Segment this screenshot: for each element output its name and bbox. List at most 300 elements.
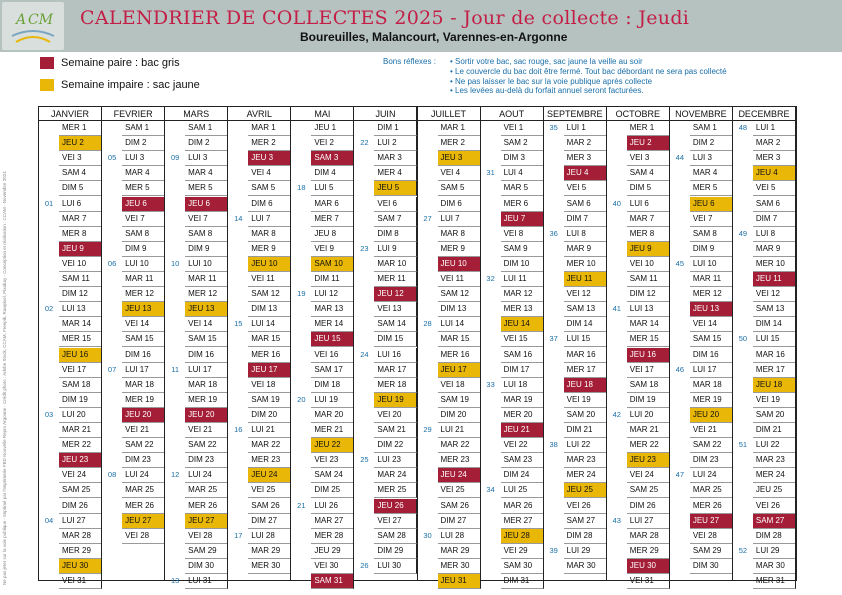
day-cell: LUI 24 [185,468,228,483]
day-cell: LUI 22 [564,438,607,453]
day-cell: SAM 30 [501,559,544,574]
day-cell: LUI 29 [564,544,607,559]
day-cell: MAR 4 [185,166,228,181]
day-cell: SAM 25 [627,483,670,498]
day-cell: JEU 27 [690,514,733,529]
day-cell: SAM 23 [501,453,544,468]
tip-item: • Le couvercle du bac doit être fermé. Tout bac débordant ne sera pas collecté [450,67,727,77]
calendar-grid [38,106,797,585]
day-cell: DIM 9 [122,242,165,257]
day-cell: VEI 27 [374,514,417,529]
day-cell: LUI 3 [690,151,733,166]
tip-item: • Ne pas laisser le bac sur la voie publique après collecte [450,77,727,87]
day-cell: MER 16 [248,348,291,363]
day-cell: JEU 19 [374,393,417,408]
day-cell: DIM 31 [501,574,544,589]
day-cell: JEU 7 [501,212,544,227]
day-cell: VEI 7 [185,212,228,227]
day-cell: DIM 2 [122,136,165,151]
week-number: 45 [675,258,684,268]
day-cell: DIM 30 [185,559,228,574]
day-cell: JEU 20 [122,408,165,423]
day-cell: LUI 24 [122,468,165,483]
day-cell: JEU 27 [122,514,165,529]
day-cell: LUI 15 [753,332,796,347]
day-cell: MAR 9 [564,242,607,257]
day-cell: SAM 1 [185,121,228,136]
day-cell: DIM 23 [185,453,228,468]
day-cell: JEU 24 [248,468,291,483]
week-number: 03 [44,409,54,419]
day-cell: MER 3 [753,151,796,166]
day-cell: MAR 13 [311,302,354,317]
day-cell: JEU 30 [627,559,670,574]
day-cell: DIM 28 [753,529,796,544]
day-cell: DIM 12 [627,287,670,302]
day-cell: VEI 26 [564,499,607,514]
day-cell: LUI 17 [690,363,733,378]
day-cell: LUI 17 [122,363,165,378]
day-cell: SAM 19 [248,393,291,408]
day-cell: LUI 1 [753,121,796,136]
day-cell: MAR 15 [248,332,291,347]
day-cell: MER 24 [753,468,796,483]
day-cell: DIM 4 [311,166,354,181]
day-cell: MAR 4 [122,166,165,181]
day-cell: VEI 19 [753,393,796,408]
day-cell: MAR 12 [501,287,544,302]
day-cell: MER 24 [564,468,607,483]
day-cell: JEU 1 [311,121,354,136]
day-cell: JEU 31 [438,574,481,589]
day-cell: SAM 27 [753,514,796,529]
day-cell: LUI 7 [438,212,481,227]
day-cell: JEU 22 [311,438,354,453]
day-cell: MAR 17 [374,363,417,378]
month-separator [669,107,670,580]
day-cell: LUI 31 [185,574,228,589]
day-cell: MER 1 [59,121,102,136]
day-cell: DIM 19 [59,393,102,408]
day-cell: SAM 5 [438,181,481,196]
day-cell: LUI 27 [59,514,102,529]
day-cell: MER 17 [564,363,607,378]
day-cell: JEU 15 [311,332,354,347]
day-cell: DIM 23 [690,453,733,468]
day-cell: JEU 27 [185,514,228,529]
day-cell: JEU 14 [501,317,544,332]
day-cell: DIM 5 [59,181,102,196]
month-header: FEVRIER [102,107,165,121]
day-cell: MER 16 [438,348,481,363]
day-cell: VEI 10 [59,257,102,272]
day-cell: LUI 3 [185,151,228,166]
day-cell: VEI 5 [753,181,796,196]
day-cell: MER 4 [374,166,417,181]
month-header: DECEMBRE [733,107,796,121]
day-cell: MAR 23 [753,453,796,468]
day-cell: VEI 4 [438,166,481,181]
day-cell: JEU 3 [248,151,291,166]
day-cell: SAM 20 [753,408,796,423]
week-number: 02 [44,304,54,314]
day-cell: LUI 30 [374,559,417,574]
day-cell: MER 5 [690,181,733,196]
day-cell: MAR 21 [59,423,102,438]
day-cell: MAR 26 [501,499,544,514]
week-number: 06 [107,258,117,268]
day-cell: SAM 19 [438,393,481,408]
day-cell: VEI 3 [627,151,670,166]
day-cell: MAR 14 [627,317,670,332]
day-cell: MER 9 [248,242,291,257]
day-cell: LUI 17 [185,363,228,378]
month-separator [795,107,796,580]
day-cell: SAM 16 [501,348,544,363]
day-cell: MER 12 [122,287,165,302]
day-cell: LUI 21 [438,423,481,438]
month-separator [353,107,354,580]
day-cell: JEU 2 [627,136,670,151]
day-cell: MER 9 [438,242,481,257]
day-cell: JEU 23 [627,453,670,468]
week-number: 07 [107,364,117,374]
week-number: 19 [297,289,306,299]
day-cell: VEI 12 [753,287,796,302]
day-cell: VEI 28 [690,529,733,544]
day-cell: VEI 7 [122,212,165,227]
day-cell: MER 10 [564,257,607,272]
day-cell: SAM 21 [374,423,417,438]
week-number: 51 [738,440,748,450]
day-cell: DIM 18 [311,378,354,393]
day-cell: DIM 11 [311,272,354,287]
day-cell: JEU 11 [564,272,607,287]
day-cell: JEU 6 [185,197,228,212]
week-number: 39 [549,545,558,555]
day-cell: SAM 14 [374,317,417,332]
day-cell: SAM 11 [627,272,670,287]
day-cell: DIM 25 [311,483,354,498]
legend-swatch-impair [40,79,54,91]
day-cell: DIM 2 [185,136,228,151]
day-cell: JEU 2 [59,136,102,151]
day-cell: JEU 20 [690,408,733,423]
svg-text:CM: CM [28,12,54,28]
day-cell: LUI 5 [311,181,354,196]
day-cell: LUI 25 [501,483,544,498]
day-cell: DIM 20 [438,408,481,423]
day-cell: VEI 20 [374,408,417,423]
day-cell: LUI 27 [627,514,670,529]
week-number: 30 [423,530,432,540]
day-cell: MAR 6 [311,197,354,212]
day-cell: MER 10 [753,257,796,272]
day-cell: VEI 30 [311,559,354,574]
tips-title: Bons réflexes : [383,57,436,66]
day-cell: VEI 11 [248,272,291,287]
day-cell: LUI 23 [374,453,417,468]
day-cell: VEI 14 [690,317,733,332]
day-cell: DIM 14 [753,317,796,332]
day-cell: DIM 9 [185,242,228,257]
month-header: JUIN [354,107,417,121]
day-cell: MAR 30 [564,559,607,574]
day-cell: LUI 18 [501,378,544,393]
day-cell: MER 8 [627,227,670,242]
day-cell: SAM 12 [248,287,291,302]
day-cell: SAM 28 [374,529,417,544]
legend-impair [40,79,200,91]
day-cell: DIM 20 [248,408,291,423]
day-cell: SAM 4 [627,166,670,181]
day-cell: LUI 10 [185,257,228,272]
day-cell: JEU 11 [753,272,796,287]
day-cell: MER 7 [311,212,354,227]
month-header: OCTOBRE [607,107,670,121]
day-cell: MER 13 [501,302,544,317]
day-cell: SAM 26 [248,499,291,514]
day-cell: MAR 16 [564,348,607,363]
day-cell: JEU 12 [374,287,417,302]
day-cell: SAM 15 [185,332,228,347]
day-cell: VEI 29 [501,544,544,559]
week-number: 17 [234,530,243,540]
month-header: NOVEMBRE [670,107,733,121]
day-cell: LUI 28 [438,529,481,544]
day-cell: LUI 20 [627,408,670,423]
day-cell: MAR 29 [248,544,291,559]
day-cell: VEI 12 [564,287,607,302]
month-separator [606,107,607,580]
day-cell: MAR 2 [753,136,796,151]
day-cell: DIM 13 [248,302,291,317]
day-cell: LUI 10 [122,257,165,272]
day-cell: MER 2 [438,136,481,151]
day-cell: MER 8 [59,227,102,242]
day-cell: JEU 23 [59,453,102,468]
day-cell: SAM 18 [59,378,102,393]
day-cell: JEU 28 [501,529,544,544]
day-cell: MAR 11 [690,272,733,287]
day-cell: MAR 18 [690,378,733,393]
day-cell: VEI 7 [690,212,733,227]
day-cell: MAR 18 [185,378,228,393]
day-cell: VEI 13 [374,302,417,317]
day-cell: JEU 18 [564,378,607,393]
week-number: 05 [107,153,117,163]
week-number: 09 [170,153,180,163]
day-cell: MER 26 [690,499,733,514]
day-cell: MAR 11 [122,272,165,287]
day-cell: MER 22 [627,438,670,453]
day-cell: SAM 20 [564,408,607,423]
day-cell: MER 21 [311,423,354,438]
day-cell: VEI 1 [501,121,544,136]
day-cell: SAM 22 [185,438,228,453]
day-cell: DIM 21 [753,423,796,438]
day-cell: VEI 15 [501,332,544,347]
day-cell: LUI 12 [311,287,354,302]
day-cell: MAR 23 [564,453,607,468]
day-cell: SAM 9 [501,242,544,257]
week-number: 26 [360,560,369,570]
day-cell: MAR 21 [627,423,670,438]
day-cell: MER 23 [438,453,481,468]
day-cell: SAM 13 [753,302,796,317]
week-number: 33 [486,379,495,389]
day-cell: SAM 6 [564,197,607,212]
day-cell: MAR 22 [248,438,291,453]
day-cell: MER 11 [374,272,417,287]
day-cell: MER 26 [185,499,228,514]
day-cell: MER 31 [753,574,796,589]
day-cell: VEI 8 [501,227,544,242]
towns-subtitle: Boureuilles, Malancourt, Varennes-en-Argonne [300,30,568,44]
day-cell: DIM 26 [59,499,102,514]
day-cell: VEI 14 [122,317,165,332]
day-cell: LUI 26 [311,499,354,514]
week-number: 15 [234,319,243,329]
day-cell: JEU 9 [627,242,670,257]
day-cell: DIM 14 [564,317,607,332]
day-cell: SAM 7 [374,212,417,227]
week-number: 21 [297,500,306,510]
day-cell: SAM 15 [690,332,733,347]
day-cell: MAR 27 [311,514,354,529]
week-number: 11 [171,364,180,374]
day-cell: LUI 11 [501,272,544,287]
day-cell: JEU 25 [753,483,796,498]
day-cell: MAR 5 [501,181,544,196]
day-cell: MAR 7 [59,212,102,227]
day-cell: MAR 14 [59,317,102,332]
day-cell: DIM 24 [501,468,544,483]
day-cell: SAM 1 [122,121,165,136]
week-number: 37 [549,334,558,344]
day-cell: VEI 16 [311,348,354,363]
week-number: 48 [738,123,748,132]
tip-item: • Les levées au-delà du forfait annuel seront facturées. [450,86,727,96]
month-separator [164,107,165,580]
day-cell: MER 19 [690,393,733,408]
day-cell: JEU 10 [248,257,291,272]
day-cell: LUI 13 [59,302,102,317]
day-cell: MER 18 [374,378,417,393]
day-cell: SAM 29 [690,544,733,559]
day-cell: VEI 21 [122,423,165,438]
legend-impair-label: Semaine impaire : sac jaune [61,79,200,91]
day-cell: JEU 17 [248,363,291,378]
tips-list [450,57,727,96]
day-cell: MER 19 [185,393,228,408]
day-cell: VEI 21 [690,423,733,438]
day-cell: LUI 8 [753,227,796,242]
day-cell: JEU 10 [438,257,481,272]
day-cell: MAR 2 [564,136,607,151]
day-cell: LUI 9 [374,242,417,257]
week-number: 27 [423,213,432,223]
day-cell: MER 14 [311,317,354,332]
day-cell: JEU 29 [311,544,354,559]
day-cell: DIM 23 [122,453,165,468]
day-cell: DIM 27 [248,514,291,529]
day-cell: MER 29 [59,544,102,559]
day-cell: VEI 14 [185,317,228,332]
day-cell: DIM 6 [248,197,291,212]
day-cell: LUI 3 [122,151,165,166]
day-cell: SAM 27 [564,514,607,529]
week-number: 44 [675,153,684,163]
day-cell: LUI 14 [438,317,481,332]
day-cell: DIM 22 [374,438,417,453]
day-cell: MER 2 [248,136,291,151]
day-cell: DIM 16 [122,348,165,363]
day-cell: MAR 18 [122,378,165,393]
day-cell: DIM 16 [690,348,733,363]
day-cell: JEU 20 [185,408,228,423]
week-number: 43 [612,515,621,525]
week-number: 13 [170,576,180,585]
day-cell: MER 30 [248,559,291,574]
day-cell: DIM 19 [627,393,670,408]
day-cell: LUI 15 [564,332,607,347]
day-cell: SAM 24 [311,468,354,483]
day-cell: SAM 31 [311,574,354,589]
week-number: 24 [360,349,369,359]
day-cell: MAR 30 [753,559,796,574]
day-cell: DIM 17 [501,363,544,378]
day-cell: SAM 11 [59,272,102,287]
week-number: 04 [44,515,54,525]
day-cell: MER 15 [627,332,670,347]
day-cell: SAM 26 [438,499,481,514]
day-cell: VEI 21 [185,423,228,438]
day-cell: VEI 31 [59,574,102,589]
day-cell: MER 12 [690,287,733,302]
day-cell: VEI 9 [311,242,354,257]
day-cell: SAM 8 [122,227,165,242]
week-number: 49 [738,228,748,238]
day-cell: LUI 6 [627,197,670,212]
day-cell: MAR 25 [185,483,228,498]
day-cell: LUI 21 [248,423,291,438]
day-cell: SAM 25 [59,483,102,498]
week-number: 10 [170,258,180,268]
day-cell: JEU 13 [690,302,733,317]
day-cell: MAR 20 [311,408,354,423]
day-cell: LUI 6 [59,197,102,212]
week-number: 29 [423,425,432,434]
day-cell: MAR 28 [627,529,670,544]
day-cell: JEU 17 [438,363,481,378]
day-cell: VEI 18 [248,378,291,393]
day-cell: SAM 17 [311,363,354,378]
day-cell: DIM 13 [438,302,481,317]
week-number: 31 [486,168,495,178]
day-cell: SAM 10 [311,257,354,272]
week-number: 18 [297,183,306,193]
day-cell: VEI 3 [59,151,102,166]
day-cell: SAM 8 [690,227,733,242]
week-number: 36 [549,228,558,238]
day-cell: LUI 8 [564,227,607,242]
day-cell: DIM 6 [438,197,481,212]
day-cell: LUI 2 [374,136,417,151]
week-number: 23 [360,243,369,253]
svg-text:A: A [16,12,27,28]
day-cell: DIM 5 [627,181,670,196]
